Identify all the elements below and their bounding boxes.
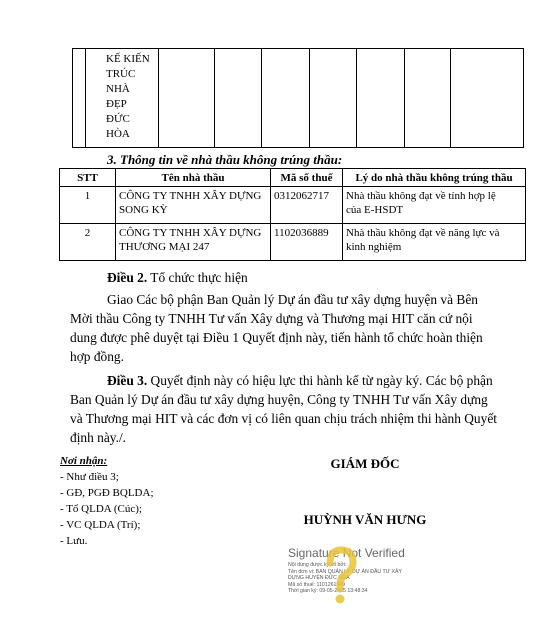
article-3-line xyxy=(107,371,493,390)
signature-detail-line: Thời gian ký: 09-05-2025 13:48:34 xyxy=(288,588,368,595)
table-cell-blank xyxy=(405,49,451,148)
article-2-heading: Tổ chức thực hiện xyxy=(147,270,248,285)
signature-detail-line: Tên đơn vị: BAN QUẢN LÝ DỰ ÁN ĐẦU TƯ XÂY xyxy=(288,568,402,575)
contractor-name-cell xyxy=(86,49,159,148)
contractor-table-continuation xyxy=(72,48,524,148)
contractor-name-line: KẾ KIẾN xyxy=(106,53,150,65)
contractor-name-line: ĐỨC xyxy=(106,113,130,125)
rejection-reason xyxy=(343,224,526,261)
recipient-item: - Như điều 3; xyxy=(60,471,119,483)
recipient-item: - Tổ QLDA (Cúc); xyxy=(60,503,142,515)
table-cell-blank xyxy=(310,49,357,148)
recipient-item: - VC QLDA (Trí); xyxy=(60,519,141,531)
column-header: STT xyxy=(60,169,116,187)
column-header: Lý do nhà thầu không trúng thầu xyxy=(343,169,526,187)
bidder-name-line: CÔNG TY TNHH XÂY DỰNG xyxy=(119,190,262,202)
recipient-item: - GĐ, PGĐ BQLDA; xyxy=(60,487,154,499)
column-header: Tên nhà thầu xyxy=(116,169,271,187)
signature-detail-line: DỰNG HUYỆN ĐỨC HÒA xyxy=(288,575,350,582)
table-row xyxy=(60,224,526,261)
contractor-name-line: HÒA xyxy=(106,128,130,140)
reason-line: Nhà thầu không đạt về năng lực và xyxy=(346,227,500,239)
article-3-line: định này./. xyxy=(70,430,127,445)
article-2-label: Điều 2. xyxy=(107,270,148,285)
losing-bidders-table xyxy=(59,168,526,261)
table-cell-blank xyxy=(215,49,262,148)
signer-title: GIÁM ĐỐC xyxy=(330,456,400,471)
contractor-name-line: ĐẸP xyxy=(106,98,127,110)
bidder-name-line: THƯƠNG MẠI 247 xyxy=(119,241,210,253)
table-cell-blank xyxy=(451,49,524,148)
contractor-name-line: NHÀ xyxy=(106,83,130,95)
recipients-header: Nơi nhận: xyxy=(60,455,108,467)
reason-line: Nhà thầu không đạt về tính hợp lệ xyxy=(346,190,496,202)
tax-code: 1102036889 xyxy=(271,224,343,261)
article-3-line: Ban Quản lý Dự án đầu tư xây dựng huyện, Công ty TNHH Tư vấn Xây dựng xyxy=(70,392,488,407)
section-heading: 3. Thông tin về nhà thầu không trúng thầu: xyxy=(107,152,343,167)
article-3-text: Quyết định này có hiệu lực thi hành kể từ ngày ký. Các bộ phận xyxy=(147,373,493,388)
column-header: Mã số thuế xyxy=(271,169,343,187)
bidder-name xyxy=(116,187,271,224)
row-number: 2 xyxy=(60,224,116,261)
reason-line: kinh nghiệm xyxy=(346,241,402,253)
signature-status: Signature Not Verified xyxy=(288,546,405,560)
article-2-line: Giao Các bộ phận Ban Quản lý Dự án đầu tư xây dựng huyện và Bên xyxy=(107,292,478,307)
article-2-line: dung được phê duyệt tại Điều 1 Quyết định này, tiến hành tổ chức hoàn thiện xyxy=(70,330,483,345)
table-cell-blank xyxy=(73,49,86,148)
question-mark-icon xyxy=(322,546,358,606)
table-header-row xyxy=(60,169,526,187)
signer-name: HUỲNH VĂN HƯNG xyxy=(303,512,427,527)
bidder-name-line: CÔNG TY TNHH XÂY DỰNG xyxy=(119,227,262,239)
table-cell-blank xyxy=(159,49,215,148)
table-row xyxy=(60,187,526,224)
article-2-line: hợp đồng. xyxy=(70,349,124,364)
contractor-name-line: TRÚC xyxy=(106,68,136,80)
signature-detail-line: Nội dung được ký số bởi: xyxy=(288,562,347,568)
article-3-line: và Thương mại HIT và các đơn vị có liên quan chịu trách nhiệm thi hành Quyết xyxy=(70,411,497,426)
signature-detail-line: Mã số thuế: 1101261049 xyxy=(288,581,346,588)
recipient-item: - Lưu. xyxy=(60,535,88,547)
bidder-name xyxy=(116,224,271,261)
table-cell-blank xyxy=(262,49,310,148)
bidder-name-line: SONG KỲ xyxy=(119,204,168,216)
reason-line: của E-HSDT xyxy=(346,204,404,216)
article-3-label: Điều 3. xyxy=(107,373,148,388)
tax-code: 0312062717 xyxy=(271,187,343,224)
article-2-title xyxy=(107,270,248,286)
table-cell-blank xyxy=(357,49,405,148)
article-2-line: Mời thầu Công ty TNHH Tư vấn Xây dựng và Thương mại HIT căn cứ nội xyxy=(70,311,473,326)
row-number: 1 xyxy=(60,187,116,224)
rejection-reason xyxy=(343,187,526,224)
